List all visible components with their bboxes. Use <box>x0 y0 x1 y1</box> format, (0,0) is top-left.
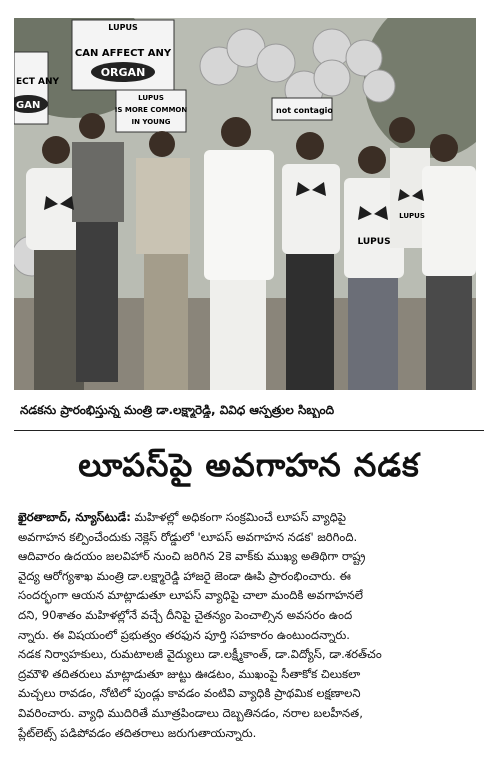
svg-text:CAN AFFECT ANY: CAN AFFECT ANY <box>74 48 172 59</box>
svg-text:not contagio: not contagio <box>276 106 333 115</box>
svg-text:IS MORE COMMON: IS MORE COMMON <box>114 106 188 114</box>
svg-text:ECT ANY: ECT ANY <box>16 77 60 87</box>
svg-text:IN YOUNG: IN YOUNG <box>131 118 171 126</box>
article-line: దని, 90శాతం మహిళల్లోనే వచ్చే దీనిపై చైతన్యం పెంచాల్సిన అవసరం ఉంద <box>18 607 353 622</box>
shirt-lupus-text-2: LUPUS <box>399 212 425 220</box>
svg-text:GAN: GAN <box>16 100 41 111</box>
article-line: సందర్భంగా ఆయన మాట్లాడుతూ లూపస్ వ్యాధిపై చాలా మందికి అవగాహనలే <box>18 588 363 603</box>
article-line: ఖైరతాబాద్, న్యూస్‌టుడే: మహిళల్లో అధికంగా సంక్రమించే లూపస్ వ్యాధిపై <box>18 510 347 524</box>
article-line: ప్లేట్‌లెట్స్ పడిపోవడం తదితరాలు జరుగుతాయన్నారు. <box>18 725 257 740</box>
article-line: అవగాహన కల్పించేందుకు నెక్లెస్ రోడ్డులో 'లూపస్ అవగాహన నడక' జరిగింది. <box>18 529 358 544</box>
article-line: వివరించారు. వ్యాధి ముదిరితే మూత్రపిండాలు దెబ్బతినడం, నరాల బలహీనత, <box>18 705 363 720</box>
headline: లూపస్‌పై అవగాహన నడక <box>78 446 420 484</box>
svg-text:ORGAN: ORGAN <box>100 66 146 79</box>
photo-caption: నడకను ప్రారంభిస్తున్న మంత్రి డా.లక్ష్మారెడ్డి, వివిధ ఆస్పత్రుల సిబ్బంది <box>20 403 335 417</box>
article-line: న్నారు. ఈ విషయంలో ప్రభుత్వం తరఫున పూర్తి సహకారం ఉంటుందన్నారు. <box>18 627 350 642</box>
svg-text:LUPUS: LUPUS <box>108 23 138 32</box>
lupus-sign-small <box>115 90 188 132</box>
caption-divider <box>14 430 484 431</box>
article-line: ద్రమౌళి తదితరులు మాట్లాడుతూ జుట్టు ఊడటం, ముఖంపై సీతాకోక చిలుకలా <box>18 666 361 681</box>
article-line: నడక నిర్వాహకులు, రుమటాలజీ వైద్యులు డా.లక్ష్మీకాంత్, డా.విద్యోస్, డా.శరత్‌చం <box>18 647 382 662</box>
lupus-sign-right <box>272 98 333 120</box>
svg-text:LUPUS: LUPUS <box>138 94 164 102</box>
article-line: మచ్చలు రావడం, నోటిలో పుండ్లు కావడం వంటివి వ్యాధికి ప్రాథమిక లక్షణాలని <box>18 686 361 701</box>
lupus-sign-left <box>72 20 174 90</box>
news-photo <box>14 18 476 390</box>
article-body <box>18 508 480 743</box>
dateline: ఖైరతాబాద్, న్యూస్‌టుడే: <box>18 510 131 524</box>
article-line: ఆదివారం ఉదయం జలవిహార్ నుంచి జరిగిన 2కె వాక్‌కు ముఖ్య అతిథిగా రాష్ట్ర <box>18 549 366 564</box>
shirt-lupus-text: LUPUS <box>357 237 391 247</box>
article-line: వైద్య ఆరోగ్యశాఖ మంత్రి డా.లక్ష్మారెడ్డి హాజరై జెండా ఊపి ప్రారంభించారు. ఈ <box>18 568 351 583</box>
awareness-walk-photo <box>14 18 476 390</box>
